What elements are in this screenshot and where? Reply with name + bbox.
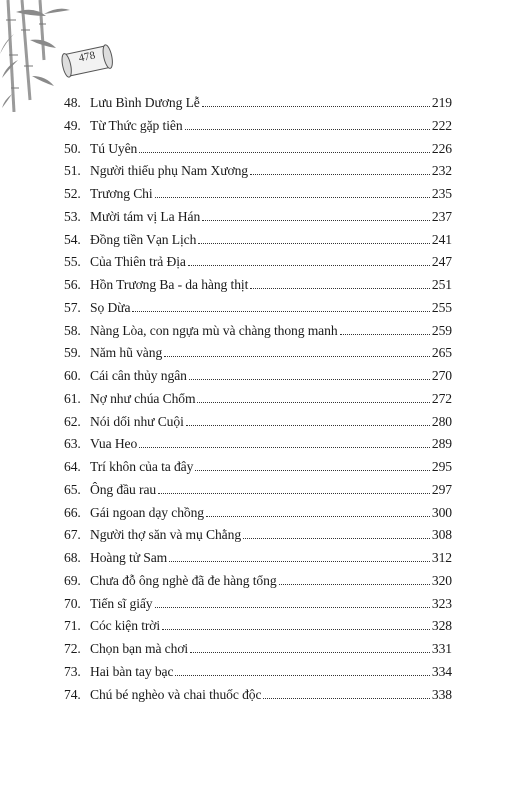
toc-entry-page: 265 — [431, 345, 452, 361]
page-number: 478 — [77, 49, 97, 65]
toc-entry-page: 247 — [431, 254, 452, 270]
toc-entry — [64, 661, 452, 684]
dot-leader — [202, 220, 430, 221]
dot-leader — [162, 629, 430, 630]
toc-entry — [64, 342, 452, 365]
toc-entry-title: Hai bàn tay bạc — [90, 663, 174, 679]
dot-leader — [139, 152, 430, 153]
toc-entry — [64, 502, 452, 525]
dot-leader — [189, 379, 430, 380]
toc-entry-number: 68. — [64, 550, 81, 565]
toc-entry-page: 334 — [431, 663, 452, 679]
dot-leader — [186, 425, 430, 426]
dot-leader — [206, 516, 430, 517]
toc-entry-number: 53. — [64, 208, 81, 224]
toc-entry-number: 56. — [64, 277, 81, 292]
dot-leader — [197, 402, 429, 403]
toc-entry-number: 57. — [64, 299, 81, 315]
toc-entry — [64, 411, 452, 434]
toc-entry-number: 52. — [64, 186, 81, 201]
table-of-contents — [64, 92, 452, 706]
toc-entry-page: 237 — [431, 208, 452, 224]
dot-leader — [185, 129, 430, 130]
toc-entry — [64, 297, 452, 320]
toc-entry-title: Trương Chi — [90, 186, 153, 201]
toc-entry-number: 69. — [64, 572, 81, 588]
toc-entry-title: Năm hũ vàng — [90, 345, 163, 361]
dot-leader — [164, 356, 430, 357]
toc-entry-title: Của Thiên trả Địa — [90, 254, 186, 270]
dot-leader — [202, 106, 430, 107]
toc-entry-page: 241 — [431, 231, 452, 247]
toc-entry-page: 251 — [431, 277, 452, 292]
toc-entry — [64, 183, 452, 206]
toc-entry — [64, 251, 452, 274]
toc-entry-page: 226 — [431, 140, 452, 156]
toc-entry-title: Từ Thức gặp tiên — [90, 117, 183, 133]
toc-entry-page: 308 — [431, 527, 452, 543]
dot-leader — [158, 493, 430, 494]
toc-entry-number: 60. — [64, 368, 81, 383]
toc-entry-title: Lưu Bình Dương Lễ — [90, 95, 200, 110]
dot-leader — [250, 174, 430, 175]
toc-entry-number: 49. — [64, 117, 81, 133]
toc-entry-page: 338 — [431, 686, 452, 702]
toc-entry — [64, 160, 452, 183]
toc-entry-number: 74. — [64, 686, 81, 702]
toc-entry-title: Nói dối như Cuội — [90, 413, 184, 429]
toc-entry — [64, 138, 452, 161]
dot-leader — [195, 470, 430, 471]
toc-entry-number: 48. — [64, 95, 81, 110]
toc-entry-number: 61. — [64, 390, 81, 406]
toc-entry-number: 73. — [64, 663, 81, 679]
toc-entry-page: 219 — [431, 95, 452, 110]
dot-leader — [188, 265, 430, 266]
toc-entry-title: Mười tám vị La Hán — [90, 208, 201, 224]
toc-entry-page: 328 — [431, 618, 452, 634]
toc-entry-page: 320 — [431, 572, 452, 588]
toc-entry-page: 323 — [431, 595, 452, 611]
toc-entry-number: 71. — [64, 618, 81, 634]
toc-entry-page: 297 — [431, 481, 452, 497]
toc-entry-number: 58. — [64, 322, 81, 338]
dot-leader — [243, 538, 430, 539]
toc-entry-number: 63. — [64, 436, 81, 452]
toc-entry-number: 50. — [64, 140, 81, 156]
toc-entry-page: 272 — [431, 390, 452, 406]
toc-entry — [64, 433, 452, 456]
toc-entry-number: 54. — [64, 231, 81, 247]
toc-entry — [64, 593, 452, 616]
dot-leader — [175, 675, 429, 676]
dot-leader — [132, 311, 430, 312]
dot-leader — [190, 652, 430, 653]
toc-entry — [64, 570, 452, 593]
toc-entry — [64, 206, 452, 229]
toc-entry — [64, 229, 452, 252]
dot-leader — [155, 197, 430, 198]
toc-entry-page: 331 — [431, 641, 452, 656]
toc-entry — [64, 479, 452, 502]
dot-leader — [279, 584, 430, 585]
toc-entry-title: Nợ như chúa Chổm — [90, 390, 196, 406]
toc-entry-title: Cái cân thủy ngân — [90, 368, 187, 383]
toc-entry-number: 59. — [64, 345, 81, 361]
toc-entry-title: Hồn Trương Ba - da hàng thịt — [90, 277, 249, 292]
toc-entry-title: Chưa đỗ ông nghè đã đe hàng tổng — [90, 572, 277, 588]
dot-leader — [340, 334, 430, 335]
toc-entry — [64, 320, 452, 343]
toc-entry — [64, 274, 452, 297]
toc-entry-title: Người thiếu phụ Nam Xương — [90, 163, 249, 179]
toc-entry-title: Người thợ săn và mụ Chằng — [90, 527, 242, 543]
toc-entry-title: Ông đầu rau — [90, 481, 157, 497]
toc-entry-title: Nàng Lòa, con ngựa mù và chàng thong manh — [90, 322, 338, 338]
toc-entry-number: 65. — [64, 481, 81, 497]
toc-entry-page: 232 — [431, 163, 452, 179]
toc-entry-title: Tú Uyên — [90, 140, 138, 156]
dot-leader — [263, 698, 430, 699]
toc-entry — [64, 684, 452, 707]
toc-entry-page: 270 — [431, 368, 452, 383]
toc-entry — [64, 615, 452, 638]
toc-entry-page: 259 — [431, 322, 452, 338]
toc-entry-title: Trí khôn của ta đây — [90, 459, 194, 474]
toc-entry-page: 300 — [431, 504, 452, 520]
toc-entry-title: Cóc kiện trời — [90, 618, 161, 634]
toc-entry-title: Hoàng tử Sam — [90, 550, 168, 565]
toc-entry-page: 280 — [431, 413, 452, 429]
toc-entry-page: 255 — [431, 299, 452, 315]
toc-entry — [64, 365, 452, 388]
toc-entry — [64, 388, 452, 411]
toc-entry-title: Đồng tiền Vạn Lịch — [90, 231, 197, 247]
toc-entry — [64, 456, 452, 479]
dot-leader — [169, 561, 430, 562]
toc-entry-title: Chú bé nghèo và chai thuốc độc — [90, 686, 262, 702]
toc-entry-page: 235 — [431, 186, 452, 201]
dot-leader — [155, 607, 430, 608]
toc-entry-title: Chọn bạn mà chơi — [90, 641, 189, 656]
toc-entry-number: 70. — [64, 595, 81, 611]
toc-entry-title: Vua Heo — [90, 436, 138, 452]
dot-leader — [250, 288, 430, 289]
toc-entry-title: Tiến sĩ giấy — [90, 595, 153, 611]
toc-entry-number: 64. — [64, 459, 81, 474]
toc-entry — [64, 115, 452, 138]
toc-entry — [64, 524, 452, 547]
dot-leader — [139, 447, 430, 448]
toc-entry-title: Gái ngoan dạy chồng — [90, 504, 204, 520]
toc-entry — [64, 547, 452, 570]
toc-entry-title: Sọ Dừa — [90, 299, 131, 315]
toc-entry-number: 67. — [64, 527, 81, 543]
toc-entry-number: 66. — [64, 504, 81, 520]
toc-entry — [64, 92, 452, 115]
toc-entry-page: 312 — [431, 550, 452, 565]
toc-entry-number: 55. — [64, 254, 81, 270]
toc-entry-number: 51. — [64, 163, 81, 179]
toc-entry-page: 289 — [431, 436, 452, 452]
dot-leader — [198, 243, 430, 244]
toc-entry-number: 72. — [64, 641, 81, 656]
toc-entry-page: 295 — [431, 459, 452, 474]
toc-entry — [64, 638, 452, 661]
toc-entry-number: 62. — [64, 413, 81, 429]
toc-entry-page: 222 — [431, 117, 452, 133]
